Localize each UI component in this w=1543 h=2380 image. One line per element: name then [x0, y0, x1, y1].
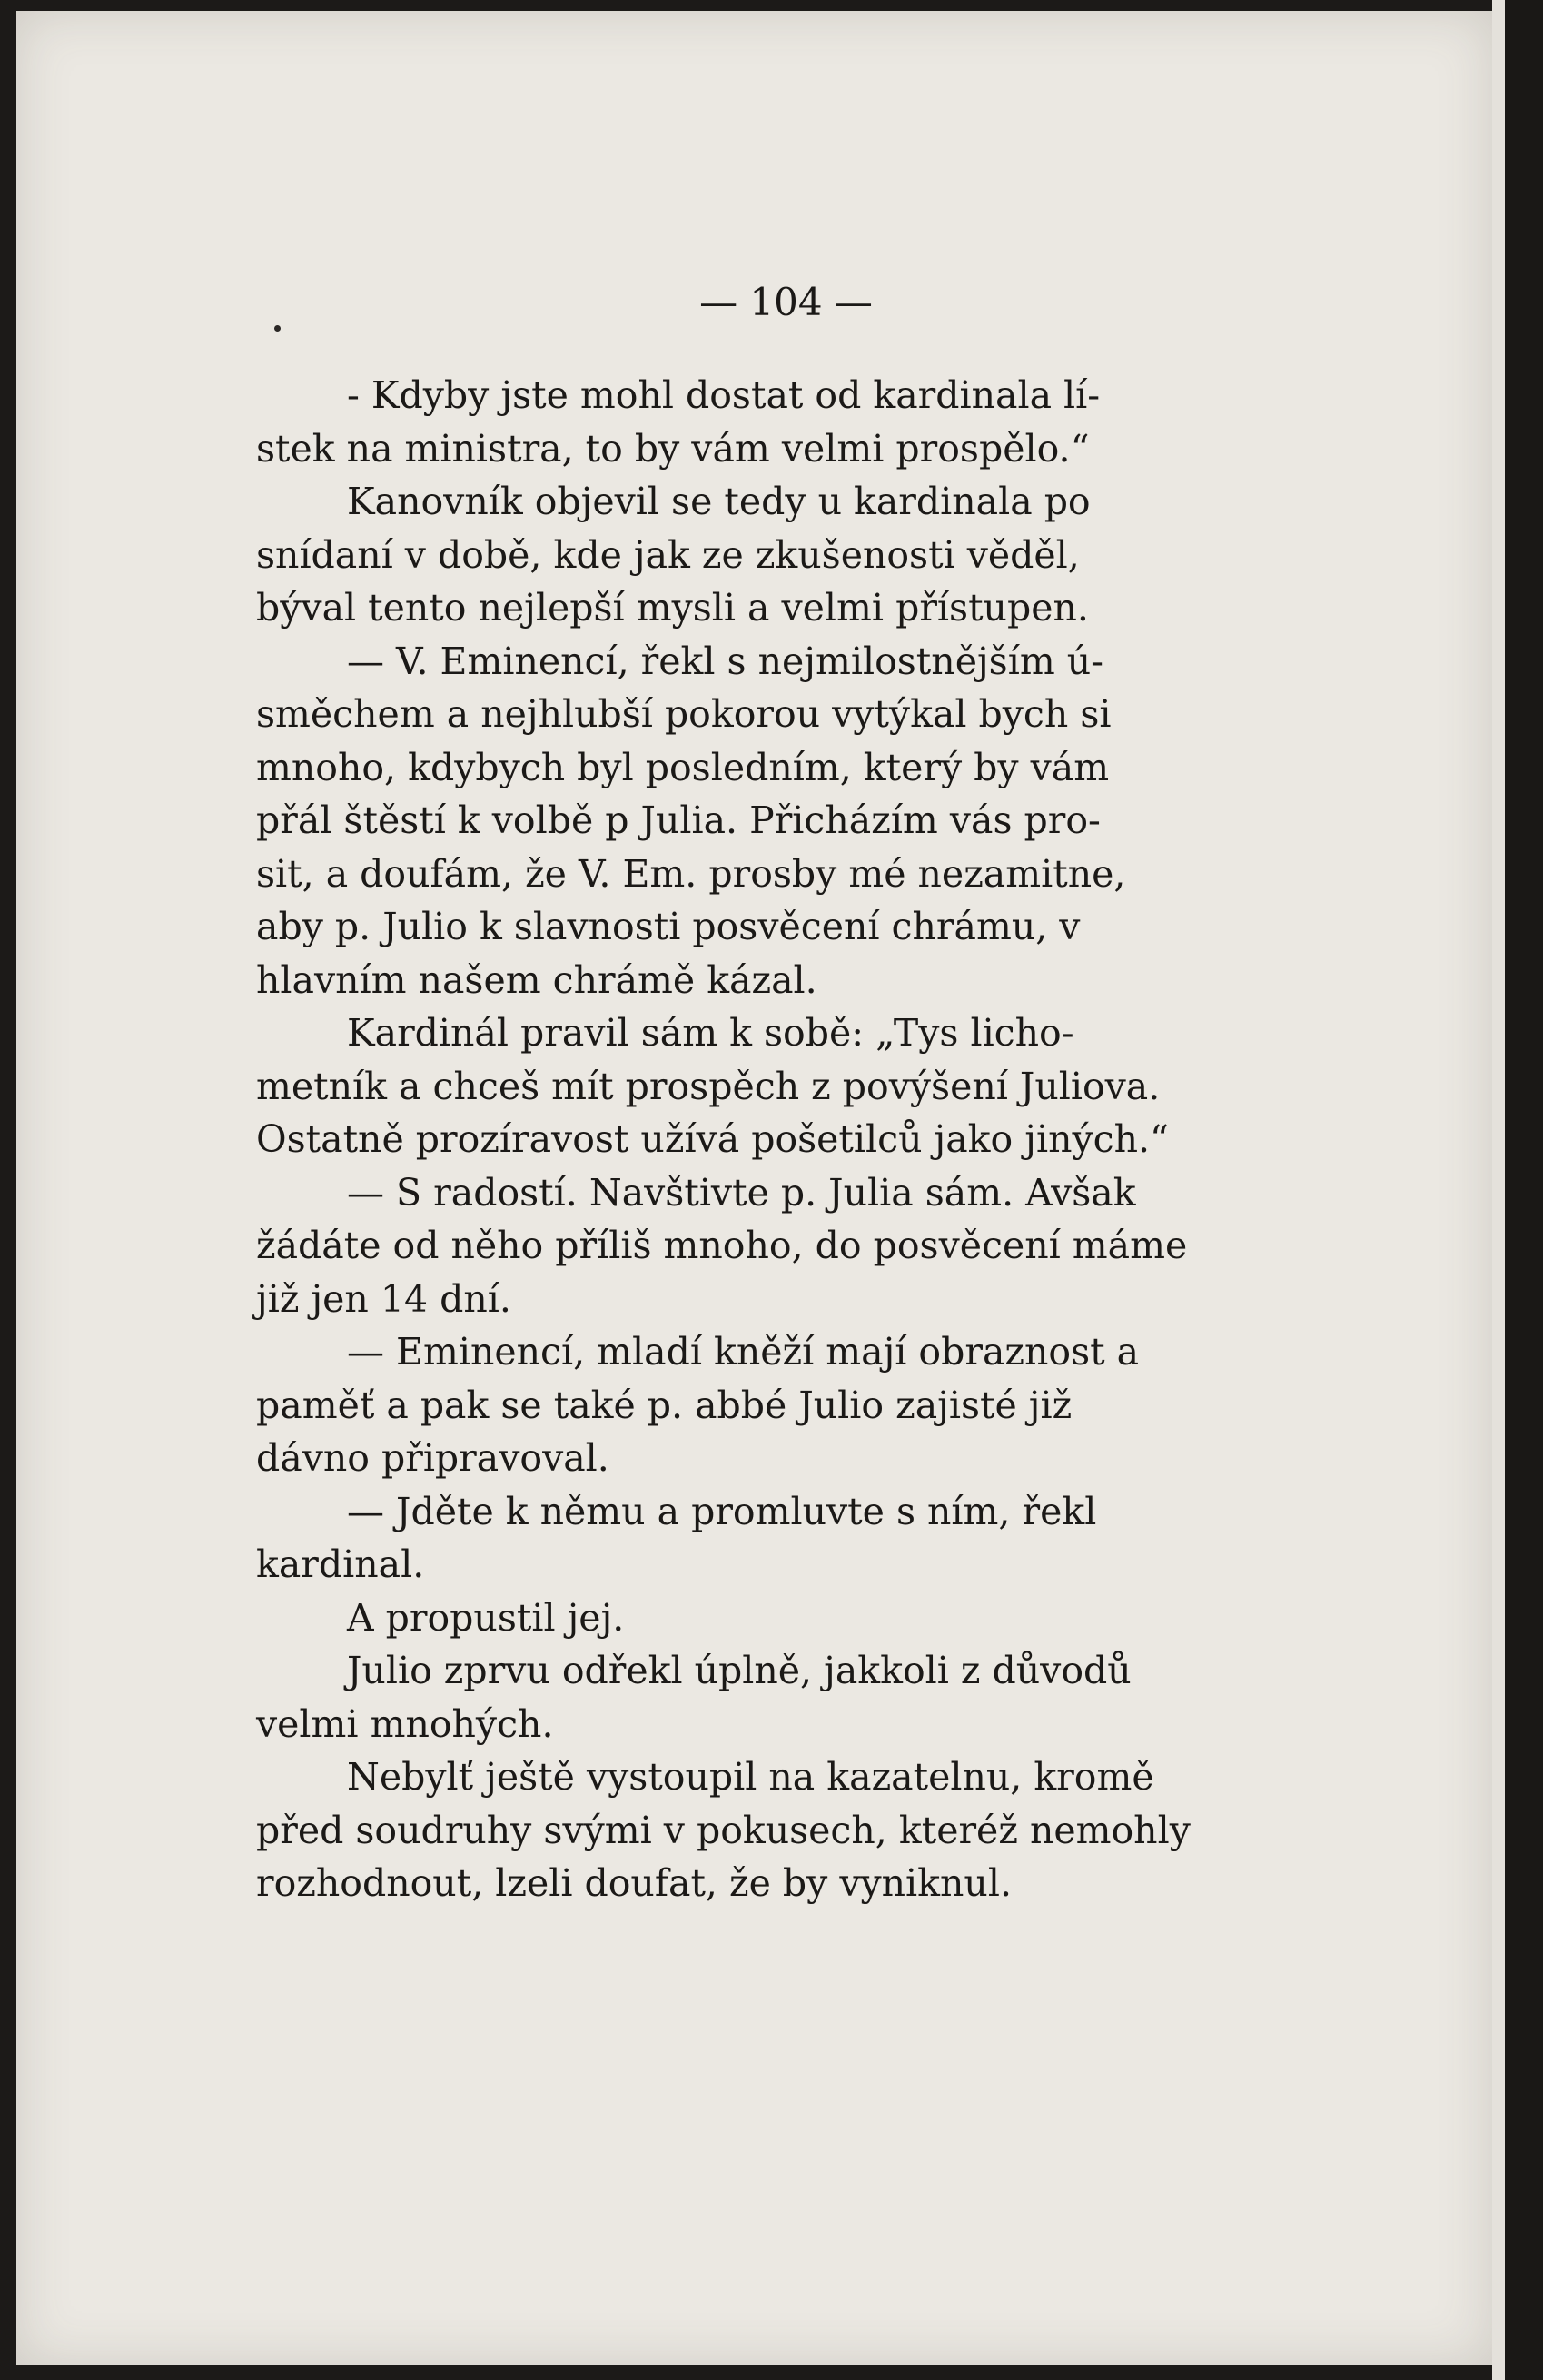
text-line: býval tento nejlepší mysli a velmi přístupen.	[256, 586, 1089, 630]
text-line: mnoho, kdybych byl posledním, který by vám	[256, 745, 1110, 789]
text-line: Kanovník objevil se tedy u kardinala po	[347, 480, 1091, 523]
text-line: přál štěstí k volbě p Julia. Přicházím vás pro-	[256, 798, 1101, 842]
text-line: Nebylť ještě vystoupil na kazatelnu, kromě	[347, 1755, 1154, 1799]
text-line: - Kdyby jste mohl dostat od kardinala lí-	[347, 373, 1101, 417]
page-edge-strip	[1492, 0, 1505, 2380]
text-line: stek na ministra, to by vám velmi prospělo.“	[256, 426, 1090, 471]
scan-margin-dark	[1505, 0, 1543, 2380]
text-line: již jen 14 dní.	[256, 1276, 511, 1321]
text-line: — S radostí. Navštivte p. Julia sám. Avšak	[347, 1170, 1136, 1215]
text-line: žádáte od něho příliš mnoho, do posvěcení máme	[256, 1224, 1188, 1267]
text-line: aby p. Julio k slavnosti posvěcení chrámu, v	[256, 905, 1081, 948]
text-line: — V. Eminencí, řekl s nejmilostnějším ú-	[347, 639, 1103, 683]
text-line: Ostatně prozíravost užívá pošetilců jako jiných.“	[256, 1117, 1170, 1161]
text-line: před soudruhy svými v pokusech, kteréž nemohly	[256, 1808, 1191, 1852]
text-line: — Jděte k němu a promluvte s ním, řekl	[347, 1489, 1097, 1533]
text-line: snídaní v době, kde jak ze zkušenosti věděl,	[256, 532, 1080, 577]
ink-speck	[274, 325, 281, 332]
text-line: Julio zprvu odřekl úplně, jakkoli z důvodů	[347, 1649, 1132, 1692]
text-line: dávno připravoval.	[256, 1436, 609, 1480]
text-line: metník a chceš mít prospěch z povýšení Juliova.	[256, 1064, 1161, 1108]
text-line: sit, a doufám, že V. Em. prosby mé nezamitne,	[256, 851, 1126, 896]
text-line: velmi mnohých.	[256, 1701, 554, 1746]
page-number: — 104 —	[699, 280, 873, 324]
text-line: A propustil jej.	[347, 1595, 625, 1640]
text-line: paměť a pak se také p. abbé Julio zajisté již	[256, 1383, 1073, 1427]
page-body	[256, 369, 1278, 1910]
text-line: kardinal.	[256, 1542, 425, 1586]
text-line: Kardinál pravil sám k sobě: „Tys licho-	[347, 1011, 1074, 1055]
text-line: směchem a nejhlubší pokorou vytýkal bych si	[256, 692, 1112, 736]
text-line: rozhodnout, lzeli doufat, že by vyniknul.	[256, 1861, 1012, 1905]
text-line: — Eminencí, mladí kněží mají obraznost a	[347, 1330, 1140, 1373]
text-line: hlavním našem chrámě kázal.	[256, 957, 817, 1002]
